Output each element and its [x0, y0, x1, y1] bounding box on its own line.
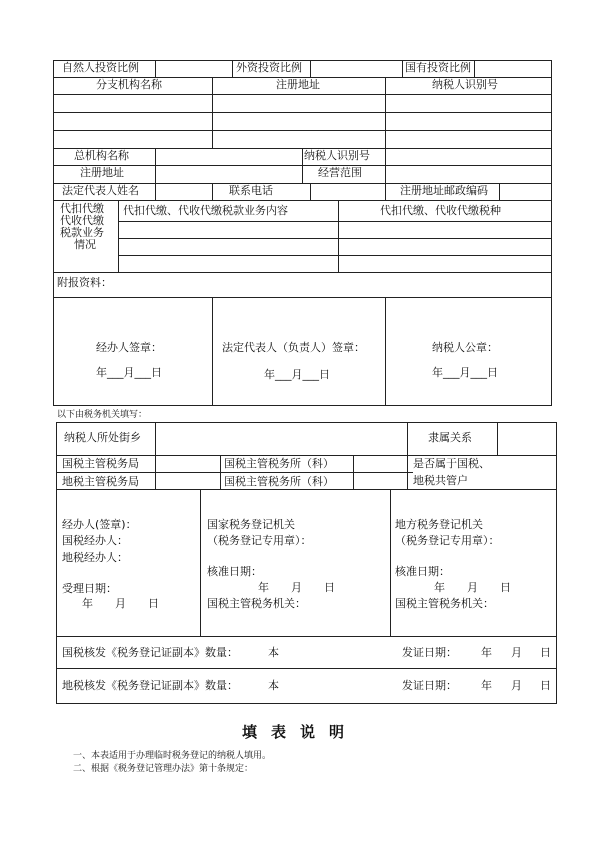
nat-issue-count-label: 国税核发《税务登记证副本》数量：: [62, 646, 238, 659]
loc-issue-unit: 本: [268, 679, 279, 692]
attachments-label: 附报资料：: [57, 276, 112, 289]
nat-issue-day: 日: [540, 646, 551, 659]
handler-label: 经办人(签章)：: [62, 518, 137, 531]
taxpayer-seal-date: 年___月___日: [432, 366, 498, 379]
joint-management-q1: 是否属于国税、: [413, 457, 490, 470]
instruction-line-2: 二、根据《税务登记管理办法》第十条规定：: [73, 764, 254, 774]
withholding-label-3: 税款业务: [60, 226, 104, 239]
loc-issue-date-label: 发证日期：: [402, 679, 457, 692]
nat-issue-unit: 本: [268, 646, 279, 659]
state-ratio-label: 国有投资比例: [405, 61, 471, 74]
withholding-label-1: 代扣代缴: [60, 202, 104, 215]
accept-date-label: 受理日期：: [62, 582, 117, 595]
loc-reg-seal-label: （税务登记专用章）：: [395, 534, 500, 547]
nat-issue-year: 年: [481, 646, 492, 659]
accept-date-value: 年 月 日: [82, 597, 159, 610]
loc-issue-year: 年: [481, 679, 492, 692]
reg-address-header: 注册地址: [276, 78, 320, 91]
foreign-ratio-label: 外资投资比例: [236, 61, 302, 74]
loc-office-label: 国税主管税务所（科）: [224, 475, 334, 488]
taxpayer-id-header: 纳税人识别号: [432, 78, 498, 91]
natural-ratio-label: 自然人投资比例: [62, 61, 139, 74]
taxpayer-seal-label: 纳税人公章：: [432, 341, 498, 354]
nat-issue-date-label: 发证日期：: [402, 646, 457, 659]
legal-rep-date: 年___月___日: [264, 368, 330, 381]
instruction-line-1: 一、本表适用于办理临时税务登记的纳税人填用。: [73, 751, 272, 761]
loc-issue-day: 日: [540, 679, 551, 692]
nat-reg-org-label: 国家税务登记机关: [207, 518, 295, 531]
nat-approve-date-label: 核准日期：: [207, 565, 262, 578]
loc-issue-count-label: 地税核发《税务登记证副本》数量：: [62, 679, 238, 692]
instructions-title: 填表说明: [242, 723, 359, 741]
withholding-label-2: 代收代缴: [60, 214, 104, 227]
hq-name-label: 总机构名称: [74, 149, 129, 162]
nat-issue-month: 月: [511, 646, 522, 659]
loc-approve-date-value: 年 月 日: [434, 581, 511, 594]
withholding-label-4: 情况: [74, 238, 96, 251]
withholding-content-header: 代扣代缴、代收代缴税款业务内容: [123, 204, 288, 217]
nat-approve-date-value: 年 月 日: [258, 581, 335, 594]
nat-reg-seal-label: （税务登记专用章）：: [207, 534, 312, 547]
legal-rep-name-label: 法定代表人姓名: [62, 184, 139, 197]
loc-tax-office-label: 国税主管税务机关：: [395, 597, 494, 610]
hq-reg-address-label: 注册地址: [80, 166, 124, 179]
handler-date: 年___月___日: [96, 366, 162, 379]
joint-management-q2: 地税共管户: [413, 474, 468, 487]
contact-phone-label: 联系电话: [229, 184, 273, 197]
loc-bureau-label: 地税主管税务局: [62, 475, 139, 488]
loc-reg-org-label: 地方税务登记机关: [395, 518, 483, 531]
reg-postcode-label: 注册地址邮政编码: [400, 184, 488, 197]
branch-name-header: 分支机构名称: [96, 78, 162, 91]
loc-approve-date-label: 核准日期：: [395, 565, 450, 578]
handler-sign-label: 经办人签章：: [96, 341, 162, 354]
nat-office-label: 国税主管税务所（科）: [224, 457, 334, 470]
affiliation-label: 隶属关系: [428, 431, 472, 444]
loc-issue-month: 月: [511, 679, 522, 692]
nat-handler-label: 国税经办人：: [62, 534, 128, 547]
tax-office-note: 以下由税务机关填写：: [57, 410, 148, 420]
subdistrict-label: 纳税人所处街乡: [64, 431, 141, 444]
withholding-type-header: 代扣代缴、代收代缴税种: [380, 204, 501, 217]
business-scope-label: 经营范围: [318, 166, 362, 179]
nat-bureau-label: 国税主管税务局: [62, 457, 139, 470]
nat-tax-office-label: 国税主管税务机关：: [207, 597, 306, 610]
legal-rep-sign-label: 法定代表人（负责人）签章：: [222, 341, 365, 354]
hq-taxpayer-id-label: 纳税人识别号: [304, 149, 370, 162]
loc-handler-label: 地税经办人：: [62, 551, 128, 564]
